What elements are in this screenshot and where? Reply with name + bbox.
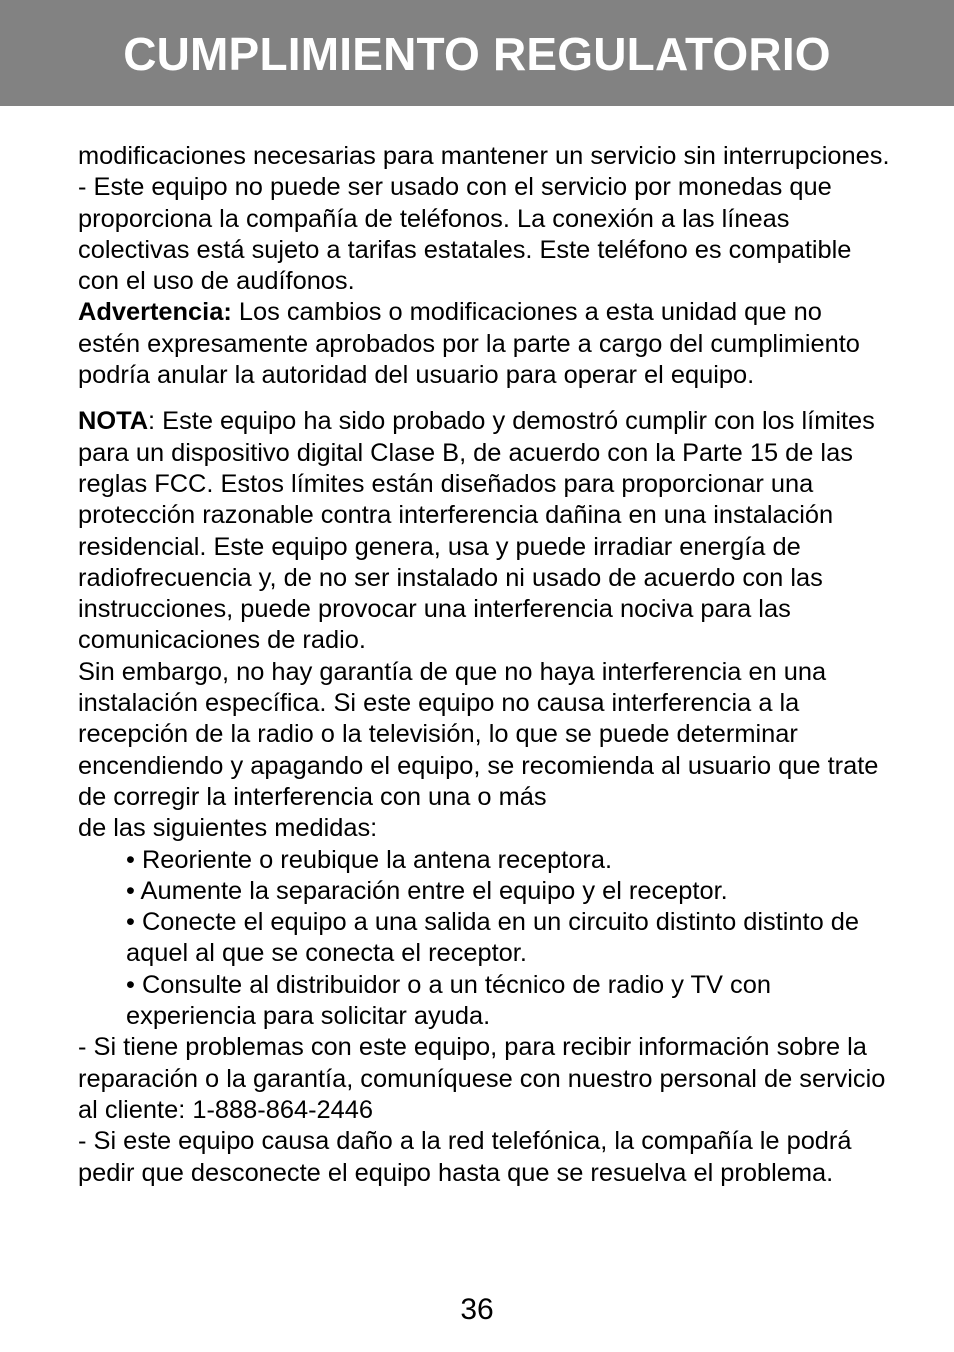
advertencia-label: Advertencia: [78,298,232,327]
page-title: CUMPLIMIENTO REGULATORIO [123,28,831,80]
paragraph-coin-service: - Este equipo no puede ser usado con el servicio por monedas que proporciona la compañía de teléfonos. La conexión a las líneas colectivas está sujeto a tarifas estatales. Este teléfono es compatible con el uso de audífonos. [78,173,852,296]
header-bar [0,0,954,106]
list-item: • Aumente la separación entre el equipo y el receptor. [126,876,728,905]
paragraph-nota [78,406,890,656]
paragraph-sin-embargo-end: de las siguientes medidas: [78,814,378,843]
list-item: • Reoriente o reubique la antena receptora. [126,845,612,874]
paragraph-advertencia [78,297,890,391]
document-body [78,141,890,1189]
paragraph-sin-embargo: Sin embargo, no hay garantía de que no haya interferencia en una instalación específica. Si este equipo no causa interferencia a la recepción de la radio o la televisión, lo que se puede determinar encendiendo y apagando el equipo, se recomienda al usuario que trate de corregir la interferencia con una o más [78,657,879,811]
measures-list [78,845,890,1033]
paragraph-problemas: - Si tiene problemas con este equipo, para recibir información sobre la reparación o la garantía, comuníquese con nuestro personal de servicio al cliente: 1-888-864-2446 [78,1033,886,1124]
page-number: 36 [460,1293,494,1326]
list-item: • Consulte al distribuidor o a un técnico de radio y TV con experiencia para solicitar ayuda. [126,970,771,1031]
nota-label: NOTA [78,407,149,436]
nota-text: : Este equipo ha sido probado y demostró cumplir con los límites para un dispositivo digital Clase B, de acuerdo con la Parte 15 de las reglas FCC. Estos límites están diseñados para proporcionar una protección razonable contra interferencia dañina en una instalación residencial. Este equipo genera, usa y puede irradiar energía de radiofrecuencia y, de no ser instalado ni usado de acuerdo con las instrucciones, puede provocar una interferencia nociva para las comunicaciones de radio. [78,407,875,655]
paragraph-continuation: modificaciones necesarias para mantener un servicio sin interrupciones. [78,142,890,170]
list-item: • Conecte el equipo a una salida en un circuito distinto distinto de aquel al que se conecta el receptor. [126,908,859,968]
advertencia-text: Los cambios o modificaciones a esta unidad que no estén expresamente aprobados por la parte a cargo del cumplimiento podría anular la autoridad del usuario para operar el equipo. [78,298,860,390]
paragraph-dano: - Si este equipo causa daño a la red telefónica, la compañía le podrá pedir que desconecte el equipo hasta que se resuelva el problema. [78,1127,852,1187]
paragraph-gap [78,391,890,406]
